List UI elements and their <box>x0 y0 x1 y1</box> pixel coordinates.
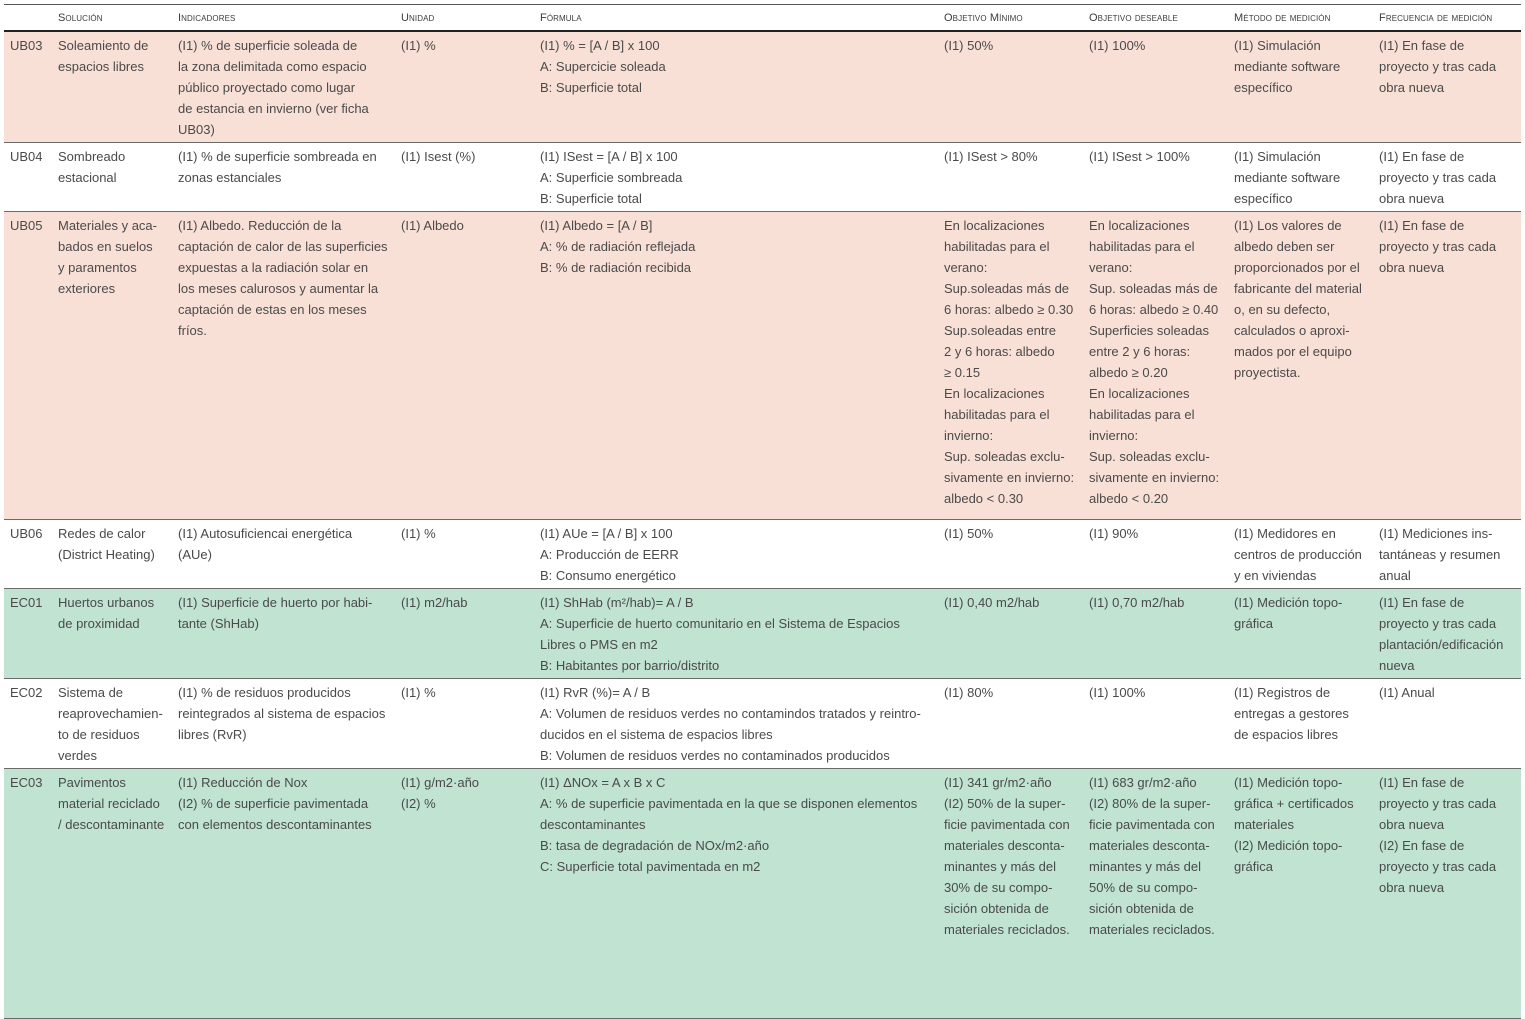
cell-line: Pavimentos <box>58 774 126 790</box>
table-row <box>4 519 1521 588</box>
cell-line: Sup.soleadas más de <box>944 280 1070 296</box>
cell-frecuencia <box>1375 211 1521 519</box>
cell-line: (AUe) <box>178 546 212 562</box>
cell-line: (I1) Medición topo- <box>1234 594 1343 610</box>
table-row <box>4 768 1521 1018</box>
cell-line: Materiales y aca- <box>58 217 157 233</box>
cell-line: (I1) Reducción de Nox <box>178 774 308 790</box>
cell-line: mados por el equipo <box>1234 343 1352 359</box>
cell-line: A: % de radiación reflejada <box>540 238 696 254</box>
cell-line: (I1) En fase de <box>1379 148 1465 164</box>
cell-line: específico <box>1234 79 1293 95</box>
cell-line: fabricante del material <box>1234 280 1362 296</box>
cell-indicadores <box>174 142 397 211</box>
cell-line: centros de producción <box>1234 546 1362 562</box>
cell-line: (I1) AUe = [A / B] x 100 <box>540 525 673 541</box>
cell-line: tantáneas y resumen <box>1379 546 1501 562</box>
cell-unidad <box>397 211 536 519</box>
cell-line: (I1) % <box>401 37 436 53</box>
cell-line: A: % de superficie pavimentada en la que se disponen elementos <box>540 795 918 811</box>
cell-line: descontaminantes <box>540 816 646 832</box>
cell-line: o, en su defecto, <box>1234 301 1331 317</box>
cell-unidad <box>397 142 536 211</box>
cell-line: estacional <box>58 169 117 185</box>
header-solucion: Solución <box>54 5 174 31</box>
cell-line: sivamente en invierno: <box>944 469 1075 485</box>
cell-solucion <box>54 678 174 768</box>
cell-line: A: Producción de EERR <box>540 546 679 562</box>
cell-line: (I1) Albedo. Reducción de la <box>178 217 342 233</box>
cell-line: A: Superficie de huerto comunitario en el Sistema de Espacios <box>540 615 900 631</box>
cell-line: proyecto y tras cada <box>1379 238 1497 254</box>
cell-line: (I1) 683 gr/m2·año <box>1089 774 1197 790</box>
cell-line: proyecto y tras cada <box>1379 615 1497 631</box>
cell-line: (I1) Registros de <box>1234 684 1331 700</box>
cell-line: (I1) 100% <box>1089 684 1146 700</box>
cell-line: (I1) 341 gr/m2·año <box>944 774 1052 790</box>
cell-line: 50% de su compo- <box>1089 879 1198 895</box>
cell-frecuencia <box>1375 588 1521 678</box>
cell-line: verano: <box>944 259 988 275</box>
cell-line: Sombreado <box>58 148 126 164</box>
cell-line: (District Heating) <box>58 546 155 562</box>
cell-line: nueva <box>1379 657 1415 673</box>
cell-line: obra nueva <box>1379 190 1445 206</box>
cell-line: Soleamiento de <box>58 37 149 53</box>
cell-frecuencia <box>1375 519 1521 588</box>
cell-line: tante (ShHab) <box>178 615 259 631</box>
table-row <box>4 678 1521 768</box>
cell-formula <box>536 588 940 678</box>
cell-line: 6 horas: albedo ≥ 0.30 <box>944 301 1074 317</box>
cell-line: 2 y 6 horas: albedo <box>944 343 1055 359</box>
row-code: UB03 <box>4 31 54 143</box>
cell-line: Superficies soleadas <box>1089 322 1209 338</box>
cell-line: albedo < 0.20 <box>1089 490 1169 506</box>
cell-line: (I1) ShHab (m²/hab)= A / B <box>540 594 694 610</box>
cell-frecuencia <box>1375 678 1521 768</box>
cell-frecuencia <box>1375 31 1521 143</box>
table-body <box>4 31 1521 1019</box>
header-frecuencia: Frecuencia de medición <box>1375 5 1521 31</box>
cell-line: sivamente en invierno: <box>1089 469 1220 485</box>
cell-line: ficie pavimentada con <box>1089 816 1215 832</box>
cell-line: materiales <box>1234 816 1294 832</box>
cell-line: bados en suelos <box>58 238 153 254</box>
cell-line: entre 2 y 6 horas: <box>1089 343 1191 359</box>
cell-line: Sup. soleadas exclu- <box>944 448 1065 464</box>
header-indicadores: Indicadores <box>174 5 397 31</box>
cell-line: proyecto y tras cada <box>1379 169 1497 185</box>
cell-metodo <box>1230 211 1375 519</box>
cell-indicadores <box>174 588 397 678</box>
row-code: EC03 <box>4 768 54 1018</box>
row-code: UB06 <box>4 519 54 588</box>
cell-line: (I2) % <box>401 795 436 811</box>
row-code: EC01 <box>4 588 54 678</box>
cell-line: (I1) ISest = [A / B] x 100 <box>540 148 678 164</box>
cell-formula <box>536 211 940 519</box>
cell-line: de proximidad <box>58 615 140 631</box>
cell-indicadores <box>174 211 397 519</box>
cell-formula <box>536 519 940 588</box>
cell-metodo <box>1230 768 1375 1018</box>
cell-line: (I1) % de superficie soleada de <box>178 37 358 53</box>
cell-line: captación de estas en los meses <box>178 301 367 317</box>
cell-line: Sup. soleadas más de <box>1089 280 1218 296</box>
cell-line: (I1) Mediciones ins- <box>1379 525 1493 541</box>
cell-line: habilitadas para el <box>1089 238 1195 254</box>
cell-line: (I1) En fase de <box>1379 217 1465 233</box>
cell-line: Sistema de <box>58 684 124 700</box>
cell-line: (I1) % <box>401 684 436 700</box>
cell-line: mediante software <box>1234 169 1341 185</box>
cell-line: entregas a gestores <box>1234 705 1349 721</box>
cell-line: libres (RvR) <box>178 726 247 742</box>
cell-line: En localizaciones <box>1089 385 1190 401</box>
cell-line: zonas estanciales <box>178 169 282 185</box>
cell-line: exteriores <box>58 280 116 296</box>
header-metodo: Método de medición <box>1230 5 1375 31</box>
cell-indicadores <box>174 31 397 143</box>
cell-line: (I1) 0,70 m2/hab <box>1089 594 1185 610</box>
cell-line: anual <box>1379 567 1411 583</box>
cell-line: público proyectado como lugar <box>178 79 356 95</box>
cell-line: proyecto y tras cada <box>1379 795 1497 811</box>
cell-indicadores <box>174 519 397 588</box>
cell-line: B: % de radiación recibida <box>540 259 692 275</box>
cell-line: (I1) 0,40 m2/hab <box>944 594 1040 610</box>
cell-frecuencia <box>1375 768 1521 1018</box>
cell-line: UB03) <box>178 121 215 137</box>
cell-line: (I1) g/m2·año <box>401 774 480 790</box>
cell-line: sición obtenida de <box>1089 900 1194 916</box>
cell-line: obra nueva <box>1379 79 1445 95</box>
cell-line: (I1) 90% <box>1089 525 1139 541</box>
cell-line: (I1) Medición topo- <box>1234 774 1343 790</box>
cell-line: la zona delimitada como espacio <box>178 58 367 74</box>
cell-line: proyecto y tras cada <box>1379 58 1497 74</box>
cell-line: fríos. <box>178 322 207 338</box>
cell-formula <box>536 768 940 1018</box>
cell-line: expuestas a la radiación solar en <box>178 259 369 275</box>
header-objetivo-minimo: Objetivo Mínimo <box>940 5 1085 31</box>
cell-line: espacios libres <box>58 58 144 74</box>
cell-obj-min <box>940 31 1085 143</box>
cell-line: (I1) ISest > 100% <box>1089 148 1190 164</box>
indicators-table <box>4 4 1521 1019</box>
cell-line: albedo < 0.30 <box>944 490 1024 506</box>
cell-line: minantes y más del <box>944 858 1056 874</box>
cell-line: materiales reciclados. <box>1089 921 1215 937</box>
cell-line: sición obtenida de <box>944 900 1049 916</box>
cell-line: obra nueva <box>1379 259 1445 275</box>
cell-solucion <box>54 31 174 143</box>
cell-line: de estancia en invierno (ver ficha <box>178 100 369 116</box>
cell-obj-min <box>940 211 1085 519</box>
cell-line: (I1) Albedo <box>401 217 464 233</box>
row-code: EC02 <box>4 678 54 768</box>
cell-line: (I1) Simulación <box>1234 37 1321 53</box>
cell-line: mediante software <box>1234 58 1341 74</box>
cell-obj-des <box>1085 211 1230 519</box>
cell-line: habilitadas para el <box>1089 406 1195 422</box>
cell-line: materiales desconta- <box>1089 837 1210 853</box>
cell-line: (I1) % <box>401 525 436 541</box>
cell-line: de espacios libres <box>1234 726 1339 742</box>
row-code: UB05 <box>4 211 54 519</box>
cell-line: invierno: <box>1089 427 1139 443</box>
cell-line: En localizaciones <box>1089 217 1190 233</box>
cell-line: ≥ 0.15 <box>944 364 981 380</box>
cell-line: obra nueva <box>1379 879 1445 895</box>
cell-line: B: Volumen de residuos verdes no contaminados producidos <box>540 747 890 763</box>
cell-line: minantes y más del <box>1089 858 1201 874</box>
cell-indicadores <box>174 768 397 1018</box>
cell-obj-des <box>1085 519 1230 588</box>
table-row <box>4 211 1521 519</box>
cell-line: captación de calor de las superficies <box>178 238 388 254</box>
cell-line: A: Supercicie soleada <box>540 58 666 74</box>
cell-line: (I1) Autosuficiencai energética <box>178 525 353 541</box>
cell-metodo <box>1230 519 1375 588</box>
cell-obj-des <box>1085 588 1230 678</box>
header-unidad: Unidad <box>397 5 536 31</box>
header-code <box>4 5 54 31</box>
cell-line: / descontaminante <box>58 816 165 832</box>
cell-line: materiales reciclados. <box>944 921 1070 937</box>
cell-line: material reciclado <box>58 795 160 811</box>
cell-line: Redes de calor <box>58 525 146 541</box>
cell-solucion <box>54 519 174 588</box>
cell-line: to de residuos <box>58 726 140 742</box>
cell-line: (I1) 100% <box>1089 37 1146 53</box>
cell-line: (I1) % = [A / B] x 100 <box>540 37 660 53</box>
cell-line: (I1) En fase de <box>1379 774 1465 790</box>
cell-line: proporcionados por el <box>1234 259 1360 275</box>
cell-formula <box>536 31 940 143</box>
cell-line: (I1) 80% <box>944 684 994 700</box>
cell-unidad <box>397 768 536 1018</box>
cell-line: (I1) Los valores de <box>1234 217 1342 233</box>
cell-line: ficie pavimentada con <box>944 816 1070 832</box>
cell-obj-min <box>940 142 1085 211</box>
cell-line: reintegrados al sistema de espacios <box>178 705 386 721</box>
cell-line: (I1) Simulación <box>1234 148 1321 164</box>
cell-line: (I1) RvR (%)= A / B <box>540 684 651 700</box>
cell-line: los meses calurosos y aumentar la <box>178 280 379 296</box>
cell-metodo <box>1230 142 1375 211</box>
cell-line: con elementos descontaminantes <box>178 816 372 832</box>
cell-line: reaprovechamien- <box>58 705 163 721</box>
cell-line: ducidos en el sistema de espacios libres <box>540 726 773 742</box>
cell-line: habilitadas para el <box>944 406 1050 422</box>
cell-line: materiales desconta- <box>944 837 1065 853</box>
cell-line: (I1) En fase de <box>1379 594 1465 610</box>
cell-line: verdes <box>58 747 98 763</box>
cell-metodo <box>1230 31 1375 143</box>
cell-line: En localizaciones <box>944 217 1045 233</box>
cell-line: B: Consumo energético <box>540 567 676 583</box>
cell-line: En localizaciones <box>944 385 1045 401</box>
cell-formula <box>536 678 940 768</box>
cell-line: 6 horas: albedo ≥ 0.40 <box>1089 301 1219 317</box>
cell-metodo <box>1230 588 1375 678</box>
cell-line: A: Volumen de residuos verdes no contamindos tratados y reintro- <box>540 705 921 721</box>
cell-line: y paramentos <box>58 259 137 275</box>
cell-metodo <box>1230 678 1375 768</box>
cell-line: (I1) Superficie de huerto por habi- <box>178 594 373 610</box>
cell-line: gráfica + certificados <box>1234 795 1354 811</box>
cell-obj-des <box>1085 142 1230 211</box>
cell-line: (I2) En fase de <box>1379 837 1465 853</box>
cell-line: gráfica <box>1234 615 1274 631</box>
cell-line: (I2) % de superficie pavimentada <box>178 795 369 811</box>
cell-line: habilitadas para el <box>944 238 1050 254</box>
cell-line: (I1) % de superficie sombreada en <box>178 148 377 164</box>
cell-obj-min <box>940 678 1085 768</box>
cell-line: (I1) Medidores en <box>1234 525 1336 541</box>
cell-line: (I1) ISest > 80% <box>944 148 1038 164</box>
cell-solucion <box>54 588 174 678</box>
cell-obj-min <box>940 588 1085 678</box>
cell-line: verano: <box>1089 259 1133 275</box>
cell-line: Huertos urbanos <box>58 594 155 610</box>
cell-obj-des <box>1085 678 1230 768</box>
cell-unidad <box>397 588 536 678</box>
cell-line: albedo deben ser <box>1234 238 1335 254</box>
header-formula: Fórmula <box>536 5 940 31</box>
table-row <box>4 588 1521 678</box>
cell-line: proyectista. <box>1234 364 1301 380</box>
cell-obj-des <box>1085 31 1230 143</box>
cell-solucion <box>54 211 174 519</box>
cell-line: (I1) Albedo = [A / B] <box>540 217 653 233</box>
cell-line: 30% de su compo- <box>944 879 1053 895</box>
cell-line: (I1) ΔNOx = A x B x C <box>540 774 666 790</box>
cell-line: gráfica <box>1234 858 1274 874</box>
cell-line: proyecto y tras cada <box>1379 858 1497 874</box>
cell-line: (I1) Anual <box>1379 684 1435 700</box>
cell-line: Libres o PMS en m2 <box>540 636 658 652</box>
cell-line: C: Superficie total pavimentada en m2 <box>540 858 761 874</box>
cell-line: Sup.soleadas entre <box>944 322 1057 338</box>
cell-line: (I2) Medición topo- <box>1234 837 1343 853</box>
table-row <box>4 142 1521 211</box>
cell-line: (I1) 50% <box>944 37 994 53</box>
cell-solucion <box>54 768 174 1018</box>
table-header <box>4 5 1521 31</box>
cell-line: y en viviendas <box>1234 567 1317 583</box>
cell-obj-des <box>1085 768 1230 1018</box>
cell-unidad <box>397 31 536 143</box>
cell-solucion <box>54 142 174 211</box>
cell-line: (I2) 50% de la super- <box>944 795 1066 811</box>
cell-line: B: Superficie total <box>540 79 642 95</box>
cell-line: B: tasa de degradación de NOx/m2·año <box>540 837 770 853</box>
cell-line: específico <box>1234 190 1293 206</box>
cell-frecuencia <box>1375 142 1521 211</box>
cell-line: calculados o aproxi- <box>1234 322 1350 338</box>
cell-unidad <box>397 519 536 588</box>
cell-line: (I1) Isest (%) <box>401 148 476 164</box>
cell-line: B: Habitantes por barrio/distrito <box>540 657 720 673</box>
cell-line: albedo ≥ 0.20 <box>1089 364 1168 380</box>
cell-line: B: Superficie total <box>540 190 642 206</box>
table-row <box>4 31 1521 143</box>
cell-line: (I1) % de residuos producidos <box>178 684 351 700</box>
header-objetivo-deseable: Objetivo deseable <box>1085 5 1230 31</box>
cell-line: (I1) 50% <box>944 525 994 541</box>
cell-indicadores <box>174 678 397 768</box>
cell-obj-min <box>940 768 1085 1018</box>
cell-line: A: Superficie sombreada <box>540 169 683 185</box>
cell-line: Sup. soleadas exclu- <box>1089 448 1210 464</box>
cell-line: obra nueva <box>1379 816 1445 832</box>
cell-formula <box>536 142 940 211</box>
row-code: UB04 <box>4 142 54 211</box>
cell-line: (I2) 80% de la super- <box>1089 795 1211 811</box>
cell-line: (I1) m2/hab <box>401 594 468 610</box>
cell-obj-min <box>940 519 1085 588</box>
cell-unidad <box>397 678 536 768</box>
cell-line: invierno: <box>944 427 994 443</box>
cell-line: plantación/edificación <box>1379 636 1504 652</box>
cell-line: (I1) En fase de <box>1379 37 1465 53</box>
